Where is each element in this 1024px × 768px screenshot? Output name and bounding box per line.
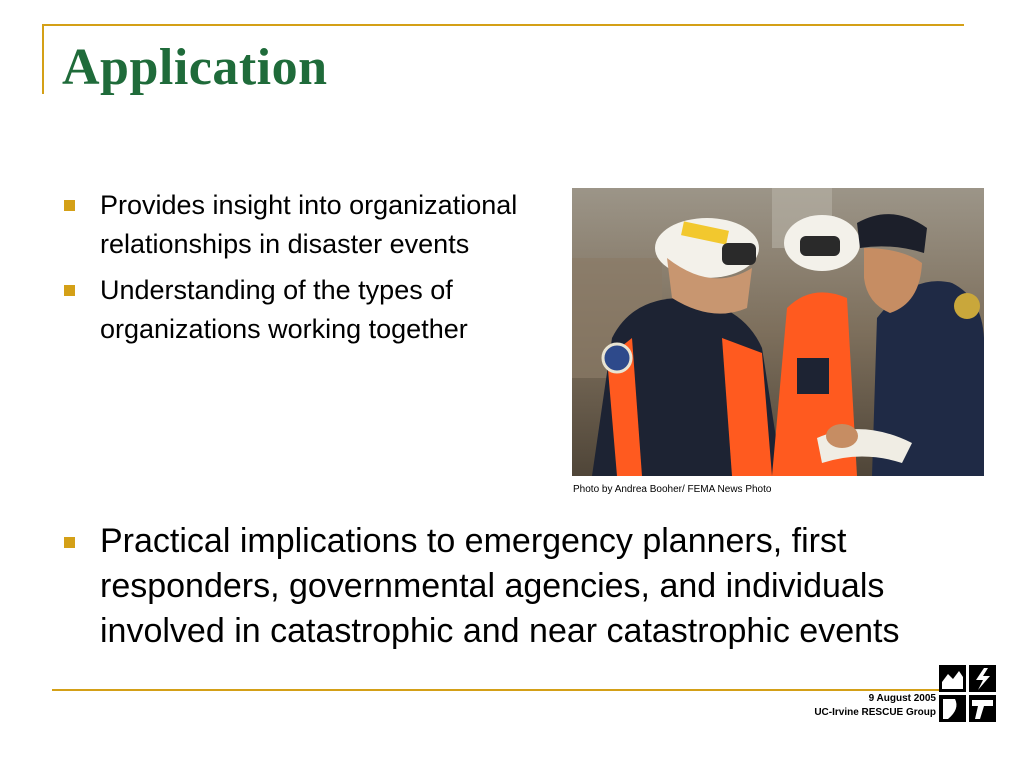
- bottom-rule: [52, 689, 964, 691]
- square-bullet-icon: [64, 200, 75, 211]
- square-bullet-icon: [64, 537, 75, 548]
- rescue-logo-icon: [938, 664, 998, 724]
- bullet-text: Practical implications to emergency planners, first responders, governmental agencies, and individuals involved in catastrophic and near catastrophic events: [100, 522, 900, 650]
- bullet-text: Understanding of the types of organizations working together: [100, 275, 468, 344]
- bullet-item: [60, 186, 560, 264]
- bullet-item: [60, 519, 1000, 654]
- footer-group: UC-Irvine RESCUE Group: [814, 707, 936, 718]
- footer-date: 9 August 2005: [868, 693, 936, 704]
- bullet-item: [60, 271, 560, 349]
- top-rule: [42, 24, 964, 26]
- top-bullet-list: [60, 186, 560, 356]
- slide-title: Application: [62, 39, 328, 96]
- top-left-bar: [42, 24, 44, 94]
- photo-credit: Photo by Andrea Booher/ FEMA News Photo: [573, 484, 772, 495]
- bottom-bullet-list: [60, 519, 1000, 654]
- square-bullet-icon: [64, 285, 75, 296]
- bullet-text: Provides insight into organizational relationships in disaster events: [100, 190, 518, 259]
- footer: [814, 692, 936, 720]
- responders-photo: [572, 188, 984, 476]
